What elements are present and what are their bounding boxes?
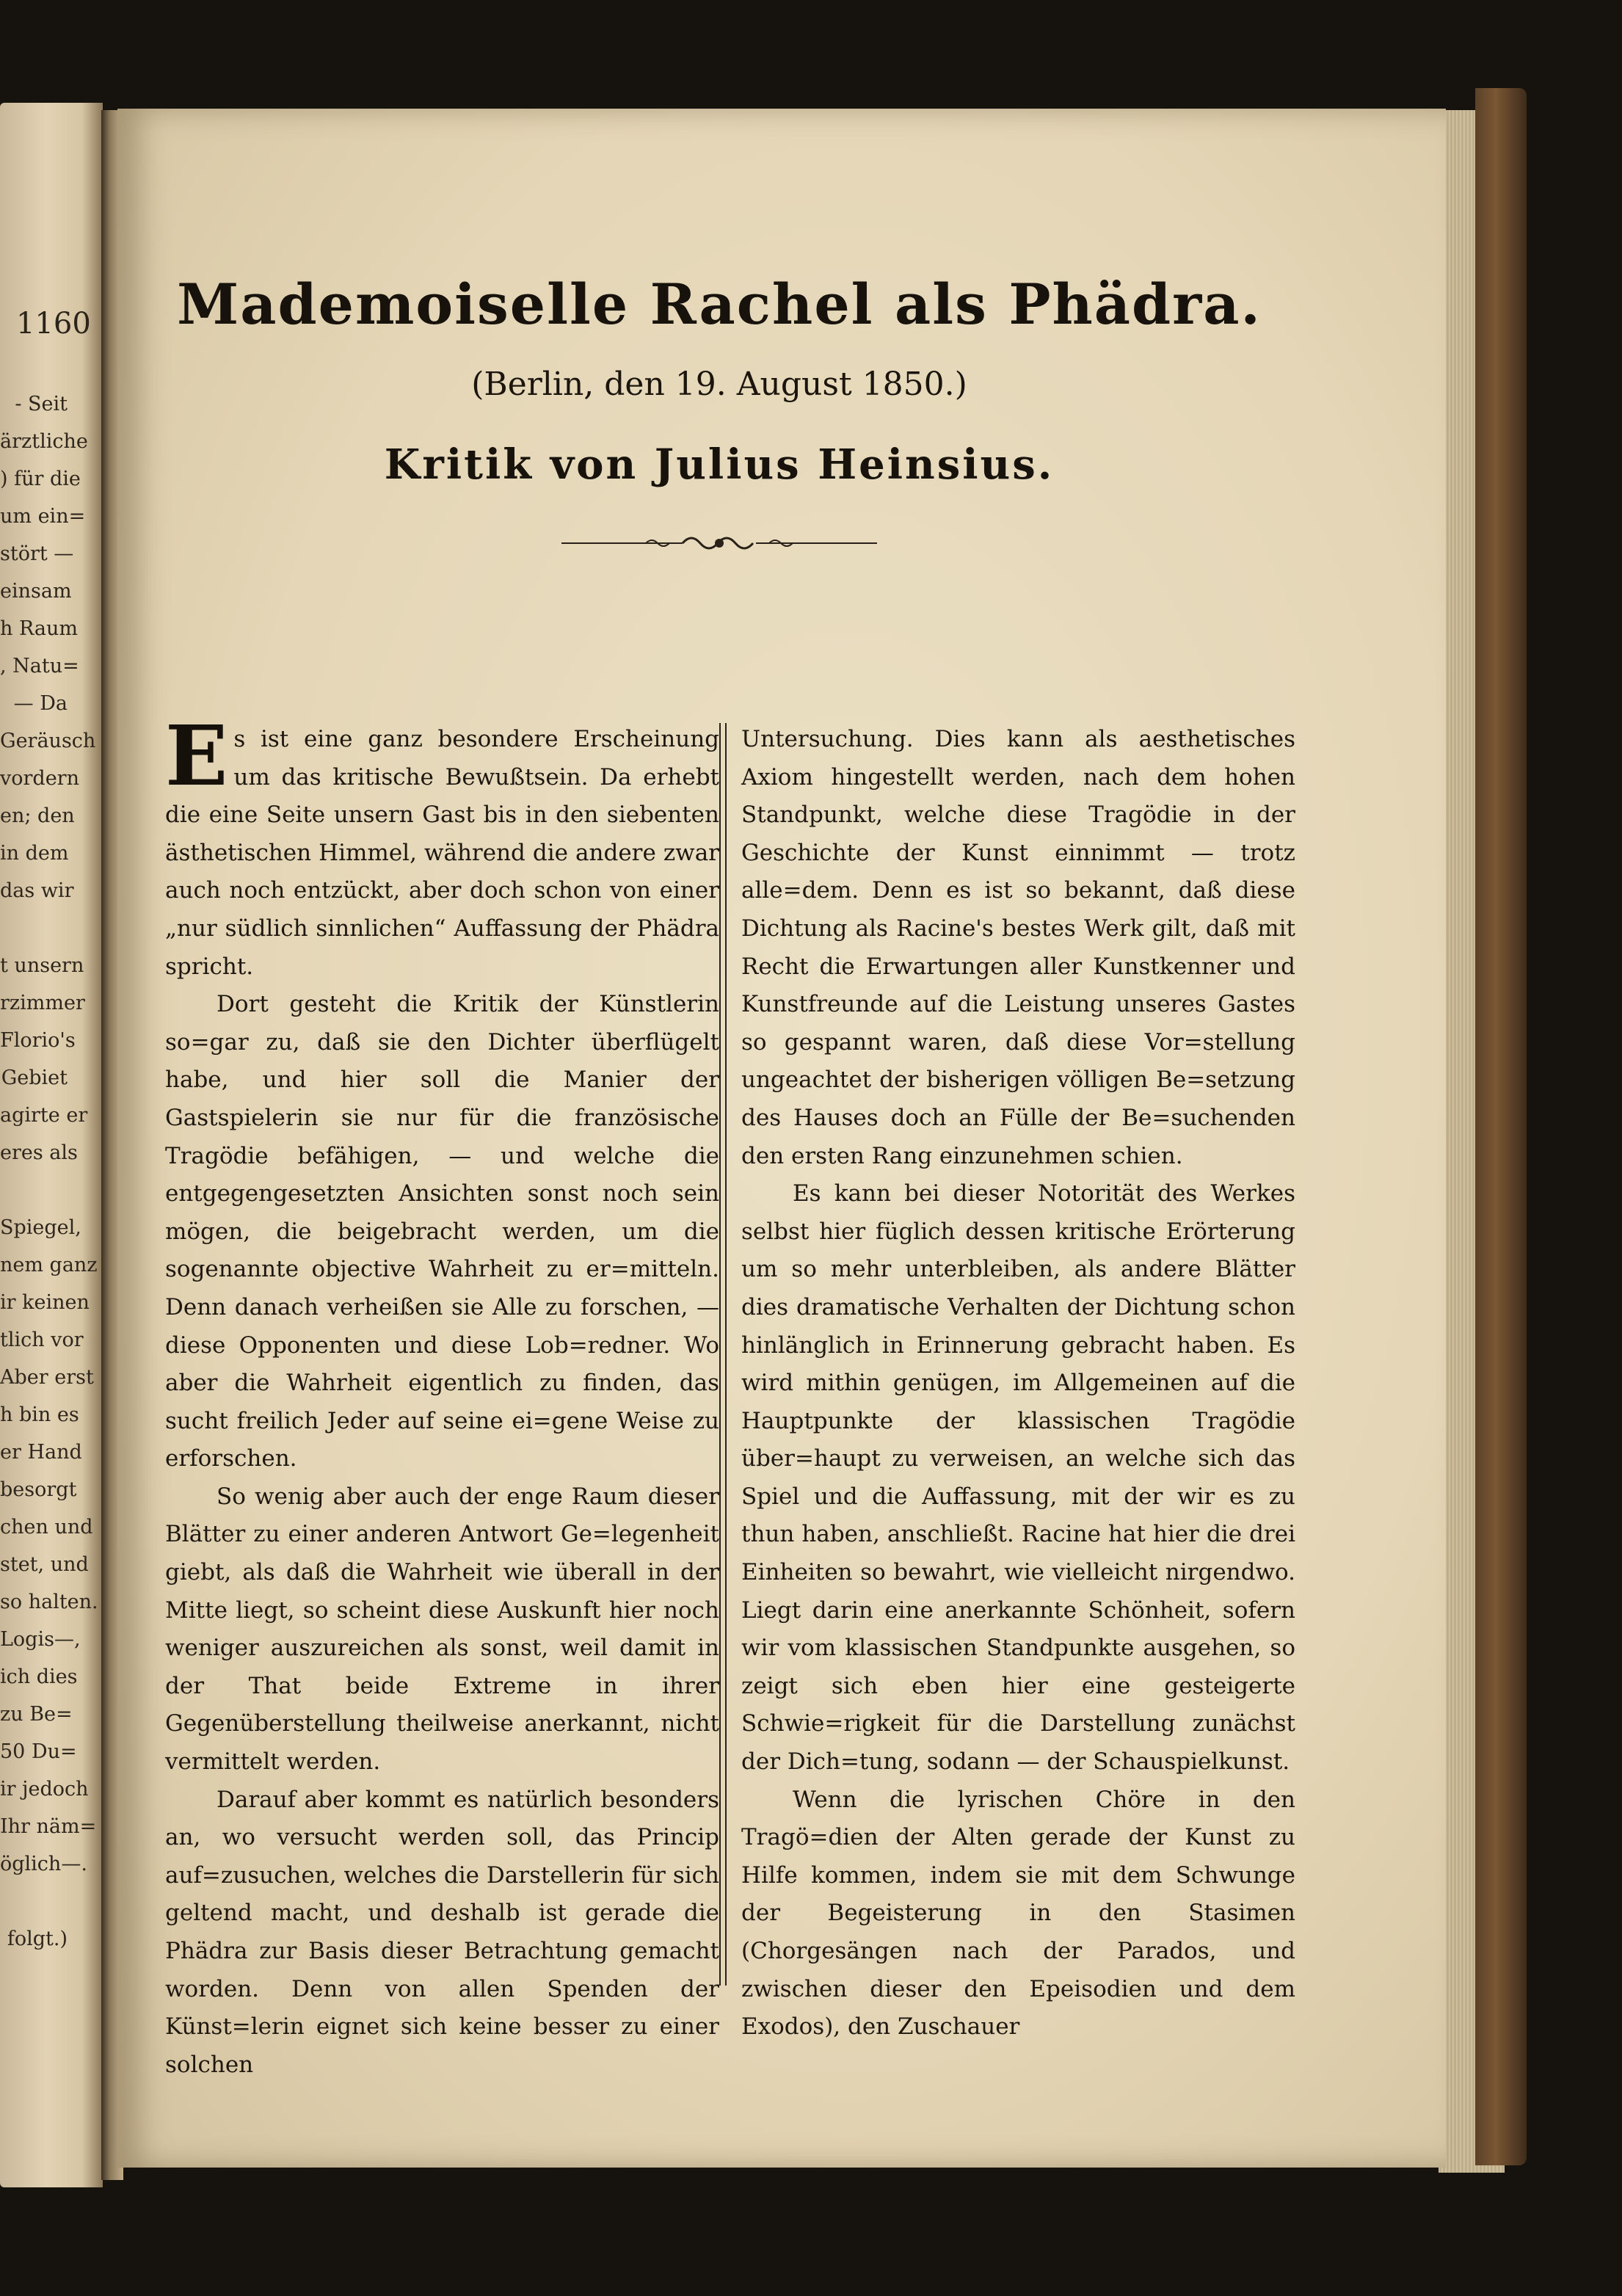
paragraph: Darauf aber kommt es natürlich besonders an, wo versucht werden soll, das Princip auf=zusuchen, welches die Darstellerin für sich geltend macht, und deshalb ist gerade die Phädra zur Basis dieser Betrachtung gemacht worden. Denn von allen Spenden der Künst=lerin eignet sich keine besser zu einer solchen <box>165 1786 719 2078</box>
left-page-line: öglich—. <box>0 1853 87 1875</box>
left-page-line: Spiegel, <box>0 1216 81 1239</box>
left-page-line: einsam <box>0 580 72 603</box>
left-page-line: - Seit <box>15 393 68 415</box>
left-page-text-fragments <box>0 385 98 1958</box>
left-page-line: in dem <box>0 842 69 865</box>
column-divider <box>719 723 727 1986</box>
paragraph <box>165 708 719 986</box>
left-page-line: zu Be= <box>0 1703 73 1726</box>
left-page-line: um ein= <box>0 505 86 528</box>
left-page-line: tlich vor <box>0 1329 84 1351</box>
left-page-line <box>0 1883 68 1920</box>
left-page-line: er Hand <box>0 1441 82 1464</box>
paragraph: Dort gesteht die Kritik der Künstlerin so=gar zu, daß sie den Dichter überflügelt habe, und hier soll die Manier der Gastspielerin sie nur für die französische Tragödie befähigen, — und welche die entgegengesetzten Ansichten sonst noch sein mögen, die beigebracht werden, um die sogenannte objective Wahrheit zu er=mitteln. Denn danach verheißen sie Alle zu forschen, — diese Opponenten und diese Lob=redner. Wo aber die Wahrheit eigentlich zu finden, das sucht freilich Jeder auf seine ei=gene Weise zu erforschen. <box>165 991 719 1472</box>
left-page-line: ich dies <box>0 1665 78 1688</box>
left-page-line: stört — <box>0 542 74 565</box>
left-page-line: das wir <box>0 879 74 902</box>
left-page-line: folgt.) <box>7 1928 68 1950</box>
article-right-column <box>741 721 1295 2046</box>
paragraph: Es kann bei dieser Notorität des Werkes selbst hier füglich dessen kritische Erörterung um so mehr unterbleiben, als andere Blätter dies dramatische Verhalten der Dichtung schon hinlänglich in Erinnerung gebracht haben. Es wird mithin genügen, im Allgemeinen auf die Hauptpunkte der klassischen Tragödie über=haupt zu verweisen, an welche sich das Spiel und die Auffassung, mit der wir es zu thun haben, anschließt. Racine hat hier die drei Einheiten so bewahrt, wie vielleicht nirgendwo. Liegt darin eine anerkannte Schönheit, sofern wir vom klassischen Standpunkte ausgehen, so zeigt sich eben hier eine gesteigerte Schwie=rigkeit für die Darstellung zunächst der Dich=tung, sodann — der Schauspielkunst. <box>741 1180 1295 1776</box>
left-page-line: ir jedoch <box>0 1778 89 1801</box>
left-page-line: rzimmer <box>0 992 85 1014</box>
left-page-line: Aber erst <box>0 1366 94 1389</box>
paragraph-text: s ist eine ganz besondere Erscheinung um das kritische Bewußtsein. Da erhebt die eine Seite unsern Gast bis in den siebenten ästhetischen Himmel, während die andere zwar auch noch entzückt, aber doch schon von einer „nur südlich sinnlichen“ Auffassung der Phädra spricht. <box>165 726 719 980</box>
article-subtitle: (Berlin, den 19. August 1850.) <box>471 366 967 403</box>
paragraph: Wenn die lyrischen Chöre in den Tragö=dien der Alten gerade der Kunst zu Hilfe kommen, indem sie mit dem Schwunge der Begeisterung in den Stasimen (Chorgesängen nach der Parados, und zwischen dieser den Epeisodien und dem Exodos), den Zuschauer <box>741 1786 1295 2041</box>
article-author: Kritik von Julius Heinsius. <box>384 440 1055 489</box>
left-page-line <box>0 1171 68 1209</box>
left-page-line: ärztliche <box>0 430 88 453</box>
left-page-line: t unsern <box>0 954 84 977</box>
left-page-line: Geräusch <box>0 730 96 752</box>
left-page-line: ir keinen <box>0 1291 90 1314</box>
left-page-line: nem ganz <box>0 1254 98 1276</box>
left-page-line <box>0 909 68 947</box>
left-page-line: Florio's <box>0 1029 76 1052</box>
left-page-line: Gebiet <box>1 1067 68 1089</box>
left-page-line: stet, und <box>0 1553 89 1576</box>
left-page-line: , Natu= <box>0 655 79 677</box>
ornament-divider <box>558 528 881 558</box>
left-page-line: so halten. <box>0 1591 98 1613</box>
left-page-line: ) für die <box>0 468 81 490</box>
paragraph: Untersuchung. Dies kann als aesthetisches Axiom hingestellt werden, nach dem hohen Standpunkt, welche diese Tragödie in der Geschichte der Kunst einnimmt — trotz alle=dem. Denn es ist so bekannt, daß diese Dichtung als Racine's bestes Werk gilt, daß mit Recht die Erwartungen aller Kunstkenner und Kunstfreunde auf die Leistung unseres Gastes so gespannt waren, daß diese Vor=stellung ungeachtet der bisherigen völligen Be=setzung des Hauses doch an Fülle der Be=suchenden den ersten Rang einzunehmen schien. <box>741 726 1295 1169</box>
article-left-column <box>165 708 719 2084</box>
left-page-line: — Da <box>13 692 68 715</box>
left-page-number: 1160 <box>16 307 91 341</box>
left-page-line: Ihr näm= <box>0 1815 97 1838</box>
left-page-line: Logis—, <box>0 1628 81 1651</box>
paragraph: So wenig aber auch der enge Raum dieser Blätter zu einer anderen Antwort Ge=legenheit giebt, als daß die Wahrheit wie überall in der Mitte liegt, so scheint diese Auskunft hier noch weniger auszureichen als sonst, weil damit in der That beide Extreme in ihrer Gegenüberstellung theilweise anerkannt, nicht vermittelt werden. <box>165 1483 719 1776</box>
article-title: Mademoiselle Rachel als Phädra. <box>177 272 1262 337</box>
left-page-line: h Raum <box>0 617 79 640</box>
left-page-line: h bin es <box>0 1403 79 1426</box>
drop-cap: E <box>165 708 228 804</box>
left-page-line: besorgt <box>0 1478 77 1501</box>
left-page-line: en; den <box>0 804 75 827</box>
left-page <box>0 103 103 2187</box>
left-page-line: chen und <box>0 1516 93 1538</box>
left-page-line: eres als <box>0 1141 78 1164</box>
left-page-line: vordern <box>0 767 79 790</box>
left-page-line: agirte er <box>0 1104 88 1127</box>
book-cover <box>1475 88 1527 2165</box>
left-page-line: 50 Du= <box>0 1740 77 1763</box>
